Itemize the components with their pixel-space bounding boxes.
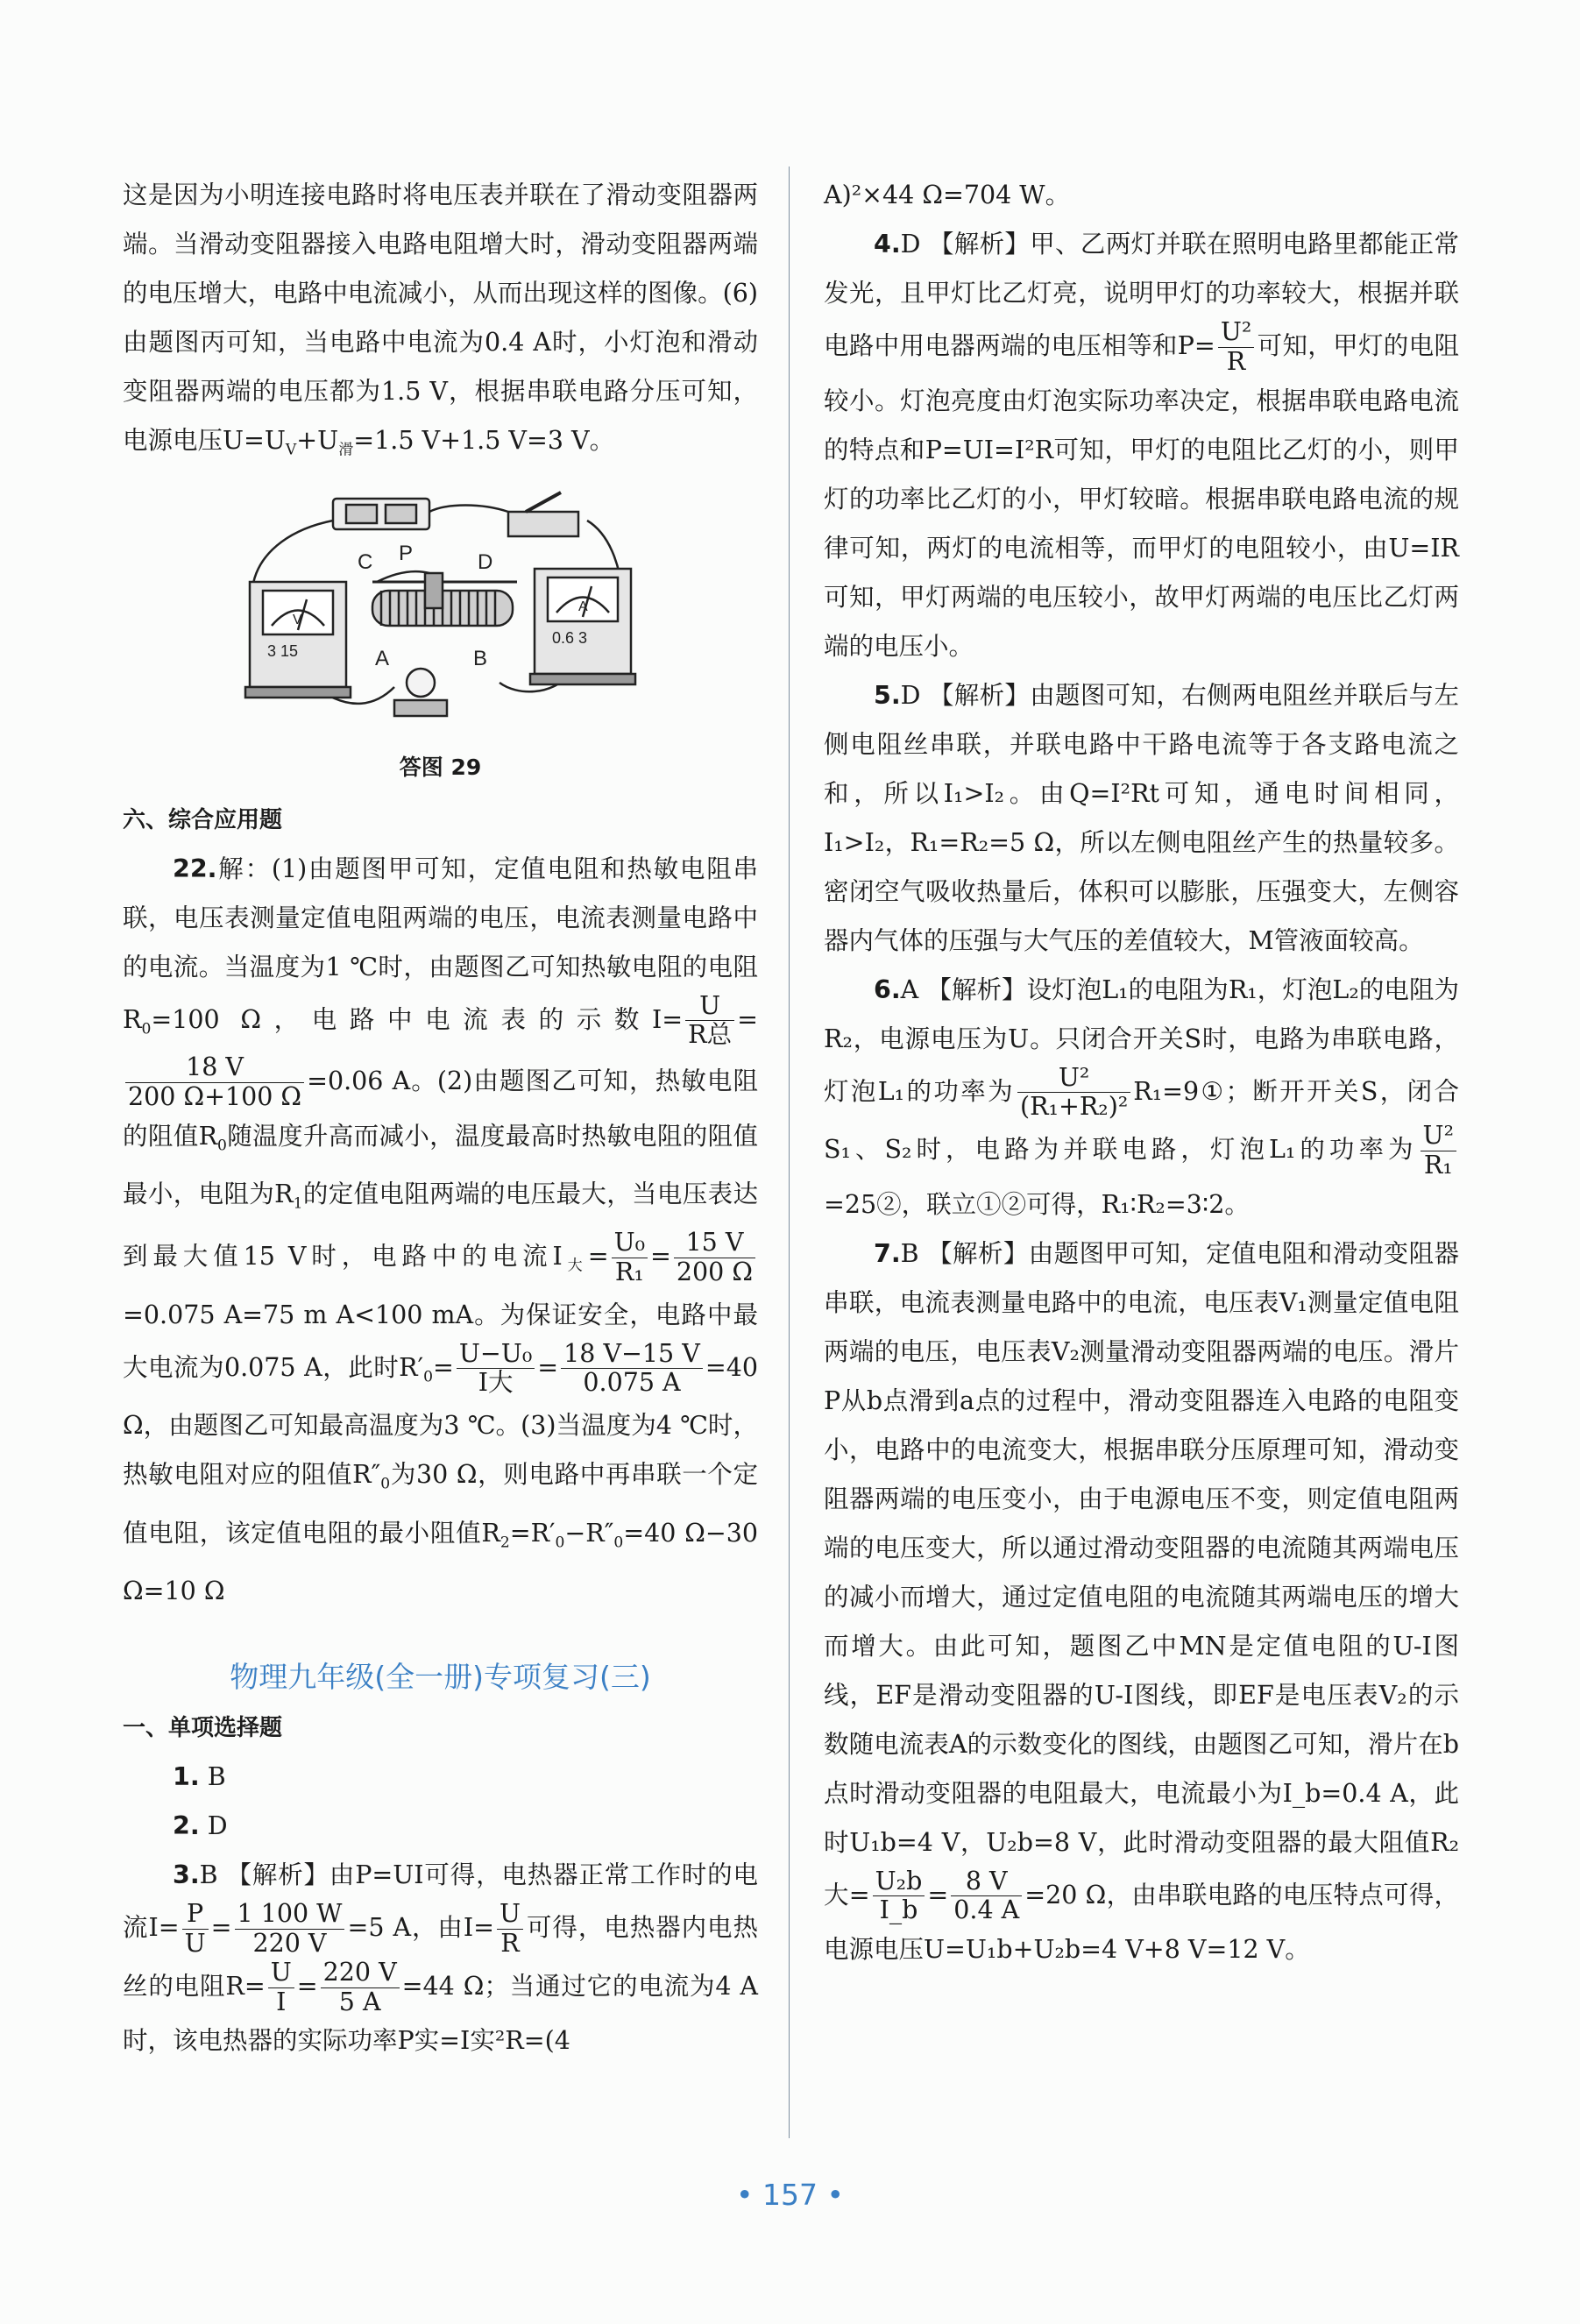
- fraction: $\frac{\text{U₀}}{\text{R₁}}$: [612, 1229, 648, 1287]
- section-heading-6: 六、综合应用题: [123, 806, 283, 833]
- sub: 滑: [338, 441, 354, 459]
- label-p: P: [399, 541, 414, 565]
- text: 解：(1)由题图甲可知，定值电阻和热敏电阻串联，电压表测量定值电阻两端的电压，电流表测量电路中的电流。当温度为1 ℃时，由题图乙可知热敏电阻的电阻R: [123, 854, 758, 1034]
- answer-7: 7.B 【解析】由题图甲可知，定值电阻和滑动变阻器串联，电流表测量电路中的电流，电压表V₁测量定值电阻两端的电压，电压表V₂测量滑动变阻器两端的电压。滑片P从b点滑到a点的过程中，滑动变阻器连入电路的电阻变小，电路中的电流变大，根据串联分压原理可知，滑动变阻器两端的电压变小，由于电源电压不变，则定值电阻两端的电压变大，所以通过滑动变阻器的电流随其两端电压的减小而增大，通过定值电阻的电流随其两端电压的增大而增大。由此可知，题图乙中MN是定值电阻的U-I图线，EF是滑动变阻器的U-I图线，即EF是电压表V₂的示数随电流表A的示数变化的图线，由题图乙可知，滑片在b点时滑动变阻器的电阻最大，电流最小为I_b=0.4 A，此时U₁b=4 V，U₂b=8 V，此时滑动变阻器的最大阻值R₂大= $\frac{\text{U₂b}}{I\_b}$ = $\frac{8 V}{0.4 A}$ =20 Ω，由串联电路的电压特点可得，电源电压U=U₁b+U₂b=4 V+8 V=12 V。: [824, 1238, 1459, 1965]
- fraction: $\frac{\text{U²}}{R}$: [1218, 318, 1254, 377]
- label-c: C: [358, 549, 373, 574]
- left-column: [123, 171, 758, 2065]
- fraction: $\frac{18 V}{200 \Omega+100 \Omega}$: [125, 1053, 304, 1112]
- label-d: D: [478, 549, 493, 574]
- fraction: $\frac{\text{U²}}{\text{R₁}}$: [1421, 1122, 1456, 1180]
- fraction: $\frac{U}{I}$: [268, 1959, 294, 2017]
- question-number: 22.: [173, 854, 217, 883]
- answer-1: 1. B: [173, 1762, 226, 1792]
- label-a: A: [375, 646, 390, 670]
- text: =40 Ω，由题图乙可知最高温度为3 ℃。(3)当温度为4 ℃时，热敏电阻对应的阻值R″: [123, 1352, 758, 1489]
- chapter-title: 物理九年级(全一册)专项复习(三): [230, 1660, 651, 1695]
- ammeter-scale: 0.6 3: [552, 628, 588, 647]
- text: +U: [296, 426, 339, 455]
- fraction: $\frac{8 V}{0.4 A}$: [951, 1867, 1022, 1926]
- column-divider: [789, 167, 790, 2138]
- fraction: $\frac{220 V}{5 A}$: [321, 1959, 400, 2017]
- right-column: [824, 171, 1459, 1974]
- text: =1.5 V+1.5 V=3 V。: [353, 426, 615, 455]
- answer-3: 3.B 【解析】由P=UI可得，电热器正常工作时的电流I= $\frac{P}{U}$ = $\frac{1 100 W}{220 V}$ =5 A，由I= $\frac{U}{R}$ 可得，电热器内电热丝的电阻R= $\frac{U}{I}$ = $\frac{220 V}{5 A}$ =44 Ω；当通过它的电流为4 A时，该电热器的实际功率P实=I实²R=(4: [123, 1860, 759, 2056]
- answer-21-continuation: [123, 171, 758, 475]
- text: =0.075 A=75 m A<100 mA。为保证安全，电路中最大电流为0.075 A，此时R′: [123, 1300, 758, 1382]
- voltmeter-symbol: V: [293, 612, 302, 627]
- answer-6: 6.A 【解析】设灯泡L₁的电阻为R₁，灯泡L₂的电阻为R₂，电源电压为U。只闭合开关S时，电路为串联电路，灯泡L₁的功率为 $\frac{\text{U²}}{\text{(R₁+R₂)²}}$ R₁=9①；断开开关S，闭合S₁、S₂时，电路为并联电路，灯泡L₁的功率为 $\frac{\text{U²}}{\text{R₁}}$ =25②，联立①②可得，R₁∶R₂=3∶2。: [824, 974, 1459, 1219]
- label-b: B: [473, 646, 488, 670]
- answer-3-continuation: A)²×44 Ω=704 W。: [824, 181, 1071, 209]
- fraction: $\frac{\text{U₂b}}{I\_b}$: [873, 1867, 925, 1926]
- fraction: $\frac{U}{R}$: [497, 1900, 523, 1959]
- ammeter-symbol: A: [578, 599, 588, 614]
- fraction: $\frac{\text{U²}}{\text{(R₁+R₂)²}}$: [1017, 1064, 1130, 1123]
- page-number: • 157 •: [736, 2178, 844, 2212]
- text: 随温度升高而减小，温度最高时热敏电阻的阻值最小，电阻为R: [123, 1121, 758, 1209]
- circuit-diagram: [219, 485, 657, 748]
- fraction: $\frac{1 100 W}{220 V}$: [235, 1900, 345, 1959]
- section-heading-1: 一、单项选择题: [123, 1715, 283, 1742]
- answer-4: 4.D 【解析】甲、乙两灯并联在照明电路里都能正常发光，且甲灯比乙灯亮，说明甲灯的功率较大，根据并联电路中用电器两端的电压相等和P= $\frac{\text{U²}}{R}$ 可知，甲灯的电阻较小。灯泡亮度由灯泡实际功率决定，根据串联电路电流的特点和P=UI=I²R可知，甲灯的电阻比乙灯的小，则甲灯的功率比乙灯的小，甲灯较暗。根据串联电路电流的规律可知，两灯的电流相等，而甲灯的电阻较小，由U=IR可知，甲灯两端的电压较小，故甲灯两端的电压比乙灯两端的电压小。: [824, 230, 1459, 661]
- text: 的定值电阻两端的电压最大，当电压表达到最大值15 V时，电路中的电流I: [123, 1180, 758, 1271]
- fraction: $\frac{18 V-15 V}{0.075 A}$: [561, 1340, 703, 1399]
- answer-22: 22.解：(1)由题图甲可知，定值电阻和热敏电阻串联，电压表测量定值电阻两端的电压，电流表测量电路中的电流。当温度为1 ℃时，由题图乙可知热敏电阻的电阻$R_0=100$ Ω，电路中电流表的示数I= $\frac{U}{\text{R总}}$ = $\frac{18 V}{200 \Omega+100 \Omega}$ =0.06 A。(2)由题图乙可知，热敏电阻的阻值$R_0$随温度升高而减小，温度最高时热敏电阻的阻值最小，电阻为$R_1$的定值电阻两端的电压最大，当电压表达到最大值15 V时，电路中的电流$I_大=$ $\frac{\text{U₀}}{\text{R₁}}$ = $\frac{15 V}{200 \Omega}$ =0.075 A=75 m A<100 mA。为保证安全，电路中最大电流为0.075 A，此时$R'_0=$ $\frac{\text{U−U₀}}{\text{I大}}$ = $\frac{18 V-15 V}{0.075 A}$ =40 Ω，由题图乙可知最高温度为3 ℃。(3)当温度为4 ℃时，热敏电阻对应的阻值$R''_0$为30 Ω，则电路中再串联一个定值电阻，该定值电阻的最小阻值$R_2=R'_0-R''_0=40$ Ω−30 Ω=10 Ω: [123, 854, 758, 1606]
- text: 为30 Ω，则电路中再串联一个定值电阻，该定值电阻的最小阻值R: [123, 1459, 758, 1548]
- fraction: $\frac{\text{U−U₀}}{\text{I大}}$: [457, 1340, 535, 1399]
- answer-2: 2. D: [173, 1811, 228, 1841]
- answer-5: 5.D 【解析】由题图可知，右侧两电阻丝并联后与左侧电阻丝串联，并联电路中干路电流等于各支路电流之和，所以I₁>I₂。由Q=I²Rt可知，通电时间相同，I₁>I₂，R₁=R₂=5 Ω，所以左侧电阻丝产生的热量较多。密闭空气吸收热量后，体积可以膨胀，压强变大，左侧容器内气体的压强与大气压的差值较大，M管液面较高。: [824, 680, 1459, 955]
- text: 这是因为小明连接电路时将电压表并联在了滑动变阻器两端。当滑动变阻器接入电路电阻增大时，滑动变阻器两端的电压增大，电路中电流减小，从而出现这样的图像。(6)由题图丙可知，当电路中电流为0.4 A时，小灯泡和滑动变阻器两端的电压都为1.5 V，根据串联电路分压可知，电源电压U=U: [123, 181, 758, 455]
- text: =0.06 A。(2)由题图乙可知，热敏电阻的阻值R: [123, 1066, 758, 1151]
- circuit-figure: [123, 485, 758, 748]
- sub: V: [285, 441, 297, 459]
- fraction: $\frac{U}{\text{R总}}$: [685, 992, 734, 1051]
- figure-caption: 答图 29: [399, 754, 482, 780]
- fraction: $\frac{P}{U}$: [182, 1900, 209, 1959]
- text: =100 Ω，电路中电流表的示数I=: [151, 1004, 684, 1034]
- fraction: $\frac{15 V}{200 \Omega}$: [674, 1229, 755, 1287]
- voltmeter-scale: 3 15: [267, 641, 299, 660]
